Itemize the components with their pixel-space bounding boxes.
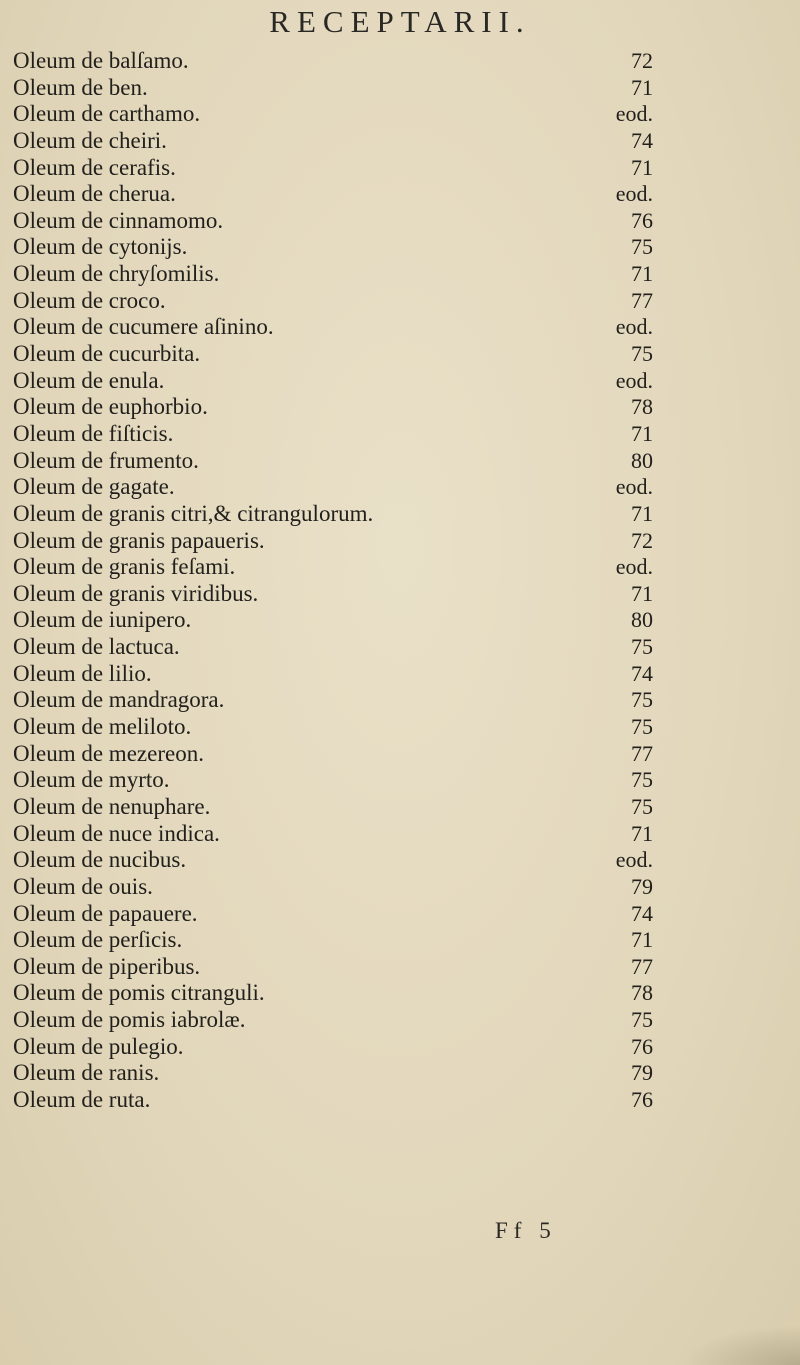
index-entry: [13, 48, 653, 75]
entry-term: Oleum de pomis iabrolæ.: [13, 1007, 246, 1033]
index-entry: [13, 261, 653, 288]
index-entry: [13, 901, 653, 928]
index-entry: [13, 741, 653, 768]
entry-page-ref: 71: [631, 580, 653, 606]
entry-page-ref: 72: [631, 48, 653, 73]
index-entry: [13, 368, 653, 395]
entry-term: Oleum de ouis.: [13, 873, 153, 899]
entry-page-ref: eod.: [615, 474, 653, 500]
entry-term: Oleum de cytonijs.: [13, 234, 188, 260]
entry-page-ref: 75: [631, 714, 653, 740]
entry-term: Oleum de granis feſami.: [13, 554, 236, 580]
entry-page-ref: 76: [631, 207, 653, 233]
entry-term: Oleum de granis citri,& citrangulorum.: [13, 500, 374, 526]
entry-page-ref: 75: [631, 687, 653, 713]
index-entry: [13, 927, 653, 954]
entry-page-ref: 79: [631, 1060, 653, 1086]
entry-term: Oleum de pulegio.: [13, 1033, 184, 1059]
entry-page-ref: eod.: [615, 847, 653, 873]
entry-page-ref: 75: [631, 341, 653, 367]
entry-term: Oleum de meliloto.: [13, 714, 192, 740]
entry-term: Oleum de carthamo.: [13, 101, 201, 127]
signature-mark: Ff 5: [495, 1218, 557, 1243]
running-head: RECEPTARII.: [269, 4, 531, 39]
index-entry: [13, 954, 653, 981]
index-entry: [13, 314, 653, 341]
index-entry: [13, 1034, 653, 1061]
page-stain: [680, 1325, 800, 1365]
index-entry: [13, 554, 653, 581]
index-entry: [13, 1060, 653, 1087]
entry-term: Oleum de ben.: [13, 74, 148, 100]
entry-page-ref: 76: [631, 1086, 653, 1112]
entry-page-ref: 75: [631, 634, 653, 660]
entry-page-ref: eod.: [615, 101, 653, 127]
index-entry: [13, 181, 653, 208]
entry-term: Oleum de lactuca.: [13, 634, 180, 660]
index-entry: [13, 874, 653, 901]
entry-page-ref: 75: [631, 767, 653, 793]
entry-term: Oleum de fiſticis.: [13, 420, 174, 446]
index-entry: [13, 1007, 653, 1034]
entry-page-ref: 74: [631, 900, 653, 926]
entry-page-ref: 79: [631, 873, 653, 899]
index-list: [13, 48, 653, 1114]
index-entry: [13, 155, 653, 182]
entry-page-ref: 77: [631, 953, 653, 979]
index-entry: [13, 767, 653, 794]
entry-term: Oleum de cinnamomo.: [13, 207, 224, 233]
entry-page-ref: 72: [631, 527, 653, 553]
entry-term: Oleum de ruta.: [13, 1086, 151, 1112]
entry-page-ref: 74: [631, 660, 653, 686]
entry-term: Oleum de cucumere aſinino.: [13, 314, 274, 340]
index-entry: [13, 421, 653, 448]
entry-page-ref: eod.: [615, 554, 653, 580]
entry-term: Oleum de euphorbio.: [13, 394, 208, 420]
entry-term: Oleum de lilio.: [13, 660, 152, 686]
entry-page-ref: 80: [631, 447, 653, 473]
entry-term: Oleum de granis papaueris.: [13, 527, 265, 553]
entry-term: Oleum de gagate.: [13, 474, 175, 500]
entry-page-ref: 71: [631, 420, 653, 446]
entry-term: Oleum de chryſomilis.: [13, 261, 220, 287]
entry-term: Oleum de nuce indica.: [13, 820, 220, 846]
entry-page-ref: eod.: [615, 314, 653, 340]
entry-page-ref: 71: [631, 261, 653, 287]
entry-term: Oleum de nucibus.: [13, 847, 187, 873]
index-entry: [13, 474, 653, 501]
entry-term: Oleum de piperibus.: [13, 953, 201, 979]
entry-page-ref: eod.: [615, 367, 653, 393]
entry-page-ref: 76: [631, 1033, 653, 1059]
index-entry: [13, 448, 653, 475]
entry-page-ref: 77: [631, 287, 653, 313]
entry-term: Oleum de mandragora.: [13, 687, 225, 713]
entry-page-ref: 78: [631, 980, 653, 1006]
index-entry: [13, 661, 653, 688]
entry-term: Oleum de enula.: [13, 367, 165, 393]
entry-page-ref: 71: [631, 154, 653, 180]
entry-page-ref: 75: [631, 1007, 653, 1033]
entry-term: Oleum de croco.: [13, 287, 166, 313]
index-entry: [13, 794, 653, 821]
entry-term: Oleum de cherua.: [13, 181, 176, 207]
entry-term: Oleum de ranis.: [13, 1060, 160, 1086]
index-entry: [13, 847, 653, 874]
index-entry: [13, 75, 653, 102]
entry-term: Oleum de balſamo.: [13, 48, 189, 73]
index-entry: [13, 101, 653, 128]
entry-term: Oleum de cheiri.: [13, 127, 167, 153]
entry-page-ref: eod.: [615, 181, 653, 207]
index-entry: [13, 821, 653, 848]
index-entry: [13, 234, 653, 261]
index-entry: [13, 581, 653, 608]
entry-term: Oleum de mezereon.: [13, 740, 204, 766]
index-entry: [13, 501, 653, 528]
entry-page-ref: 75: [631, 793, 653, 819]
entry-page-ref: 80: [631, 607, 653, 633]
entry-page-ref: 74: [631, 127, 653, 153]
index-entry: [13, 607, 653, 634]
entry-term: Oleum de pomis citranguli.: [13, 980, 265, 1006]
entry-term: Oleum de papauere.: [13, 900, 198, 926]
entry-page-ref: 75: [631, 234, 653, 260]
index-entry: [13, 394, 653, 421]
entry-term: Oleum de granis viridibus.: [13, 580, 259, 606]
index-entry: [13, 1087, 653, 1114]
index-entry: [13, 288, 653, 315]
index-entry: [13, 714, 653, 741]
entry-page-ref: 71: [631, 74, 653, 100]
index-entry: [13, 687, 653, 714]
entry-term: Oleum de myrto.: [13, 767, 170, 793]
entry-term: Oleum de cerafis.: [13, 154, 176, 180]
index-entry: [13, 341, 653, 368]
entry-term: Oleum de cucurbita.: [13, 341, 201, 367]
index-entry: [13, 128, 653, 155]
entry-term: Oleum de frumento.: [13, 447, 199, 473]
entry-page-ref: 71: [631, 927, 653, 953]
entry-term: Oleum de nenuphare.: [13, 793, 211, 819]
entry-term: Oleum de perſicis.: [13, 927, 183, 953]
entry-page-ref: 77: [631, 740, 653, 766]
index-entry: [13, 634, 653, 661]
index-entry: [13, 208, 653, 235]
index-entry: [13, 980, 653, 1007]
entry-term: Oleum de iunipero.: [13, 607, 192, 633]
entry-page-ref: 71: [631, 820, 653, 846]
index-entry: [13, 528, 653, 555]
entry-page-ref: 78: [631, 394, 653, 420]
entry-page-ref: 71: [631, 500, 653, 526]
